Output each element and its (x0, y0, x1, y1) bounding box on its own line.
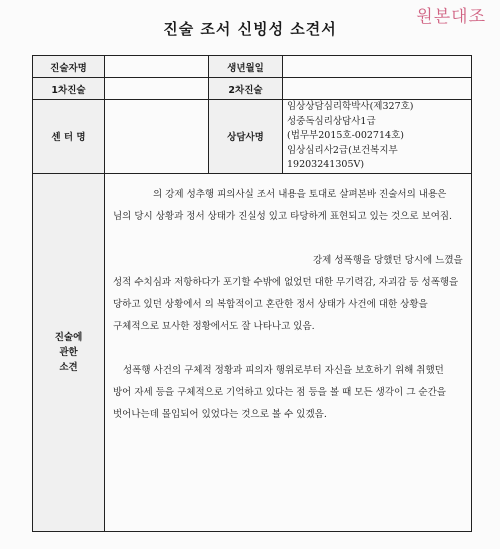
value-first-statement (105, 78, 209, 100)
opinion-paragraph: 강제 성폭행을 당했던 당시에 느꼈을 성적 수치심과 저항하다가 포기할 수밖에 없었던 대한 무기력감, 자괴감 등 성폭행을 당하고 있던 상황에서 의 복합적이고 혼란한 정서 상태가 사건에 대한 상황을 구체적으로 묘사한 정황에서도 잘 나타나고 있음. (113, 254, 463, 332)
label-opinion-line: 관한 (59, 346, 78, 358)
opinion-paragraph: 의 강제 성추행 피의사실 조서 내용을 토대로 살펴본바 진술서의 내용은 님의 당시 상황과 정서 상태가 진실성 있고 타당하게 표현되고 있는 것으로 보여짐. (113, 188, 453, 222)
label-counselor-name: 상담사명 (209, 100, 283, 174)
credential-line: (법무부2015호-002714호) (287, 130, 404, 141)
value-birth-date (283, 56, 472, 78)
credential-line: 임상상담심리학박사(제327호) (287, 101, 414, 112)
label-second-statement: 2차진술 (209, 78, 283, 100)
label-statement-name: 진술자명 (33, 56, 105, 78)
value-center-name (105, 100, 209, 174)
value-second-statement (283, 78, 472, 100)
label-opinion-line: 소견 (59, 361, 78, 373)
document-title: 진술 조서 신빙성 소견서 (163, 20, 337, 38)
label-center-name: 센 터 명 (33, 100, 105, 174)
label-first-statement: 1차진술 (33, 78, 105, 100)
opinion-form-table (32, 55, 472, 532)
row-name-birth (33, 56, 472, 78)
opinion-paragraph: 성폭행 사건의 구체적 정황과 피의자 행위로부터 자신을 보호하기 위해 취했던 방어 자세 등을 구체적으로 기억하고 있다는 점 등을 볼 때 모든 생각이 그 순간을 벗어나는데 몰입되어 있었다는 것으로 볼 수 있겠음. (113, 364, 446, 420)
credential-line: 성중독심리상담사1급 (287, 115, 376, 127)
label-birth-date: 생년월일 (209, 56, 283, 78)
value-counselor-credentials (283, 100, 472, 174)
row-center-counselor (33, 100, 472, 174)
label-opinion (33, 173, 105, 531)
row-opinion (33, 173, 472, 531)
value-statement-name (105, 56, 209, 78)
opinion-body (105, 173, 472, 531)
original-copy-stamp: 원본대조 (416, 7, 486, 27)
credential-line: 임상심리사2급(보건복지부19203241305V) (287, 144, 398, 170)
label-opinion-line: 진술에 (54, 331, 83, 343)
row-statements (33, 78, 472, 100)
